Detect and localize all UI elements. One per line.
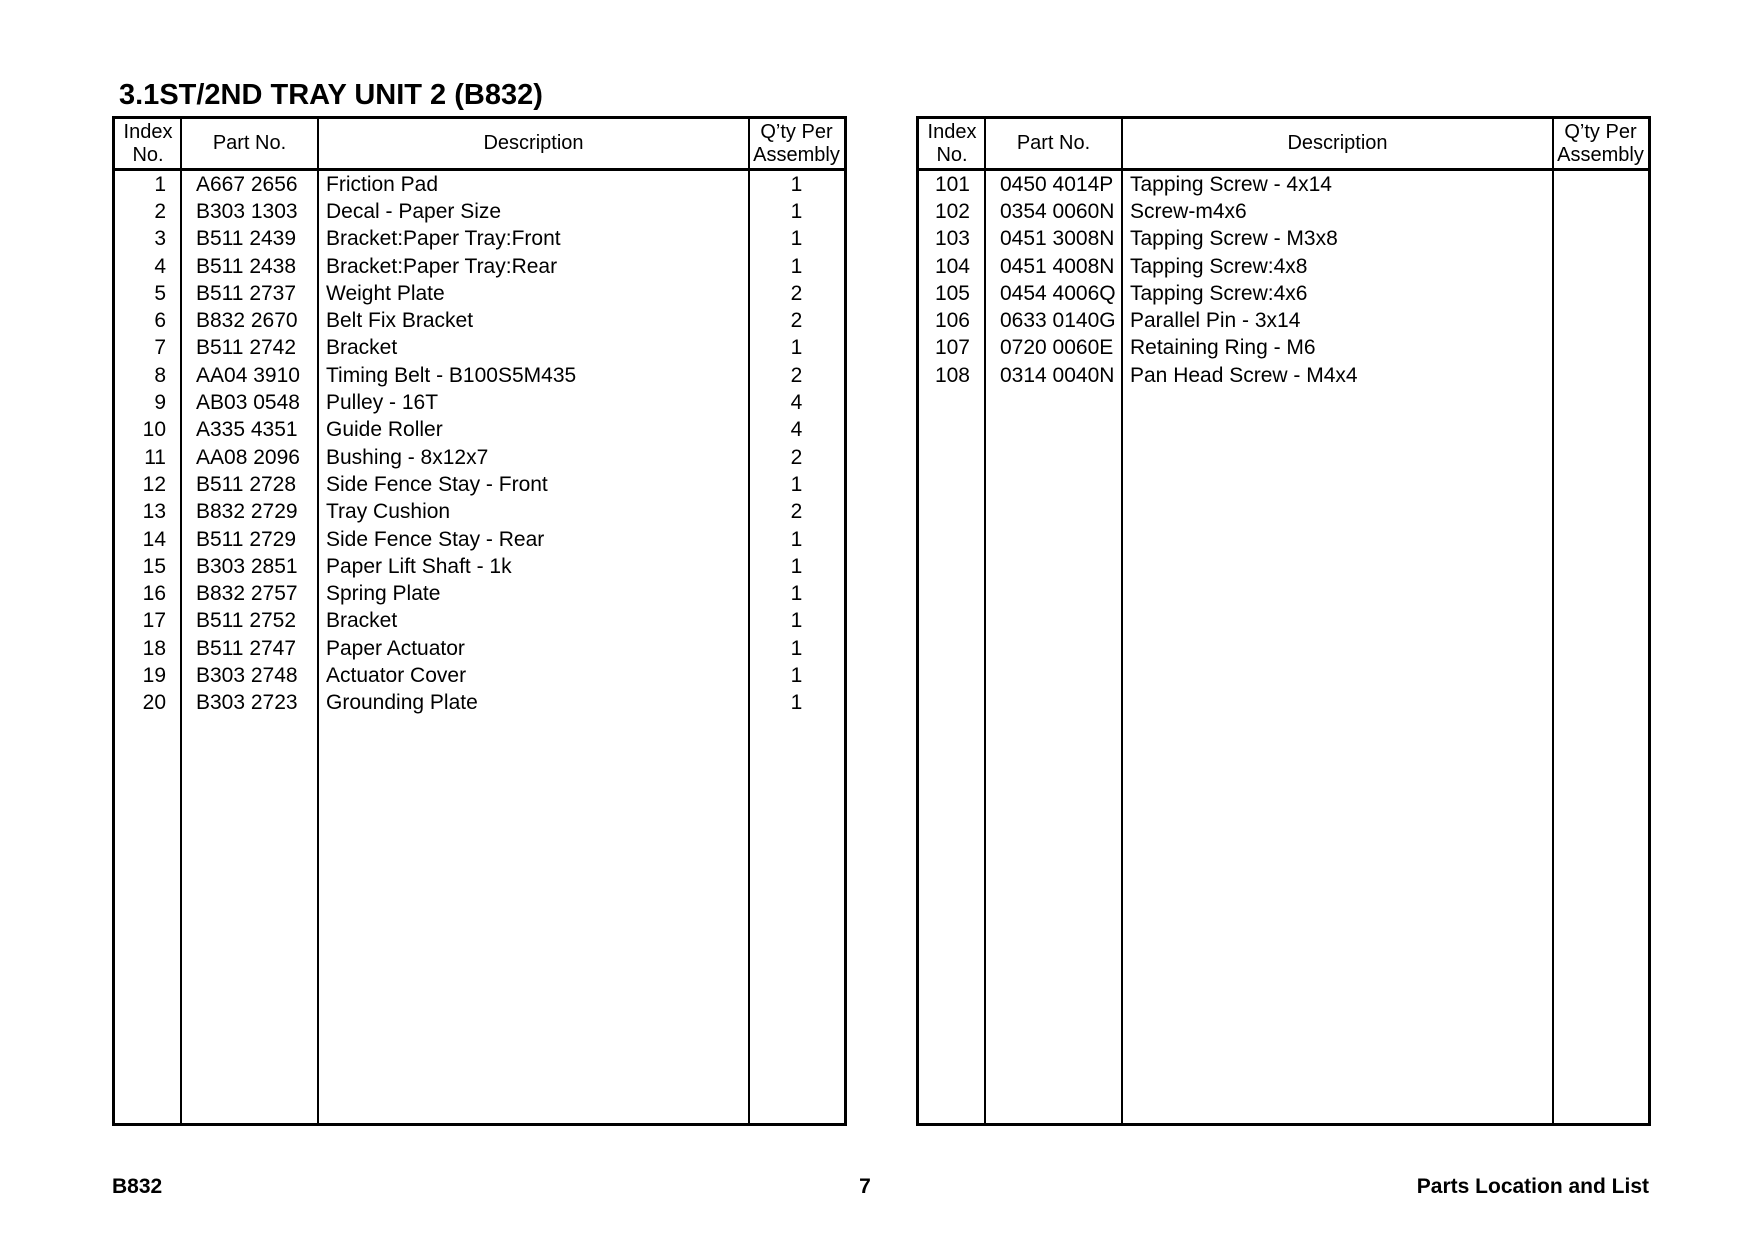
description-cell: Guide Roller	[326, 418, 443, 442]
description-cell: Belt Fix Bracket	[326, 309, 474, 333]
index-cell: 16	[142, 582, 166, 606]
table-row	[919, 362, 1648, 389]
part-number-cell: A335 4351	[196, 418, 298, 442]
index-cell: 106	[934, 309, 970, 333]
description-cell: Screw-m4x6	[1130, 199, 1247, 223]
index-cell: 5	[154, 281, 166, 305]
part-number-cell: B303 1303	[196, 199, 298, 223]
table-row	[115, 171, 844, 198]
index-cell: 9	[154, 391, 166, 415]
description-cell: Decal - Paper Size	[326, 199, 502, 223]
quantity-cell: 1	[790, 527, 803, 551]
table-row	[115, 690, 844, 717]
table-row	[919, 308, 1648, 335]
index-cell: 11	[144, 445, 166, 469]
part-number-cell: 0451 3008N	[1000, 227, 1115, 251]
part-number-cell: 0450 4014P	[1000, 172, 1114, 196]
index-cell: 12	[142, 472, 166, 496]
header-qty	[749, 119, 844, 168]
table-row	[919, 171, 1648, 198]
header-qty	[1553, 119, 1648, 168]
quantity-cell: 1	[790, 691, 803, 715]
header-part-no-label: Part No.	[212, 132, 287, 154]
quantity-cell: 1	[790, 227, 803, 251]
index-cell: 14	[142, 527, 166, 551]
page-title: 3.1ST/2ND TRAY UNIT 2 (B832)	[119, 79, 543, 111]
index-cell: 105	[934, 281, 970, 305]
index-cell: 20	[142, 691, 166, 715]
quantity-cell: 1	[790, 172, 803, 196]
description-cell: Grounding Plate	[326, 691, 478, 715]
index-cell: 7	[154, 336, 166, 360]
quantity-cell: 1	[790, 199, 803, 223]
part-number-cell: B303 2748	[196, 664, 298, 688]
header-index-line-2: No.	[936, 143, 968, 166]
description-cell: Paper Lift Shaft - 1k	[326, 554, 512, 578]
header-index	[919, 119, 985, 168]
description-cell: Tapping Screw - 4x14	[1130, 172, 1332, 196]
part-number-cell: B832 2729	[196, 500, 298, 524]
parts-table-left	[112, 116, 847, 1126]
part-number-cell: B511 2728	[196, 472, 297, 496]
header-index-line-1: Index	[927, 120, 977, 143]
description-cell: Bushing - 8x12x7	[326, 445, 489, 469]
table-row	[115, 581, 844, 608]
part-number-cell: 0354 0060N	[1000, 199, 1115, 223]
part-number-cell: B832 2670	[196, 309, 298, 333]
description-cell: Paper Actuator	[326, 636, 465, 660]
part-number-cell: B511 2729	[196, 527, 297, 551]
index-cell: 6	[154, 309, 166, 333]
header-description-label: Description	[483, 132, 584, 154]
header-qty-line-1: Q’ty Per	[1564, 120, 1637, 143]
description-cell: Timing Belt - B100S5M435	[326, 363, 577, 387]
part-number-cell: 0314 0040N	[1000, 363, 1115, 387]
table-header	[115, 119, 844, 168]
description-cell: Spring Plate	[326, 582, 441, 606]
index-cell: 15	[142, 554, 166, 578]
table-row	[919, 335, 1648, 362]
table-row	[115, 471, 844, 498]
quantity-cell: 1	[790, 582, 803, 606]
header-qty-line-2: Assembly	[1557, 143, 1644, 166]
table-row	[115, 526, 844, 553]
index-cell: 10	[142, 418, 166, 442]
index-cell: 4	[154, 254, 166, 278]
header-index	[115, 119, 181, 168]
index-cell: 8	[154, 363, 166, 387]
table-row	[115, 362, 844, 389]
quantity-cell: 2	[790, 445, 803, 469]
table-body	[115, 171, 844, 1123]
description-cell: Bracket:Paper Tray:Rear	[326, 254, 558, 278]
index-cell: 103	[934, 227, 970, 251]
table-row	[115, 280, 844, 307]
table-row	[115, 553, 844, 580]
description-cell: Side Fence Stay - Rear	[326, 527, 545, 551]
description-cell: Pulley - 16T	[326, 391, 439, 415]
description-cell: Tapping Screw:4x8	[1130, 254, 1308, 278]
header-index-line-2: No.	[132, 143, 164, 166]
header-description-label: Description	[1287, 132, 1388, 154]
description-cell: Bracket	[326, 336, 398, 360]
index-cell: 107	[934, 336, 970, 360]
index-cell: 101	[934, 172, 970, 196]
quantity-cell: 1	[790, 336, 803, 360]
table-row	[115, 389, 844, 416]
table-row	[115, 198, 844, 225]
index-cell: 108	[934, 363, 970, 387]
quantity-cell: 1	[790, 609, 803, 633]
quantity-cell: 1	[790, 472, 803, 496]
index-cell: 104	[934, 254, 970, 278]
table-row	[115, 253, 844, 280]
table-row	[115, 662, 844, 689]
part-number-cell: AA08 2096	[196, 445, 300, 469]
part-number-cell: B511 2737	[196, 281, 297, 305]
table-row	[919, 198, 1648, 225]
table-row	[115, 308, 844, 335]
quantity-cell: 1	[790, 636, 803, 660]
description-cell: Bracket:Paper Tray:Front	[326, 227, 561, 251]
part-number-cell: AA04 3910	[196, 363, 300, 387]
part-number-cell: AB03 0548	[196, 391, 300, 415]
part-number-cell: B303 2851	[196, 554, 298, 578]
quantity-cell: 4	[790, 418, 803, 442]
table-row	[115, 226, 844, 253]
table-row	[115, 444, 844, 471]
index-cell: 13	[142, 500, 166, 524]
description-cell: Tray Cushion	[326, 500, 451, 524]
table-row	[115, 335, 844, 362]
header-description	[1122, 119, 1553, 168]
index-cell: 17	[142, 609, 166, 633]
table-row	[115, 499, 844, 526]
table-row	[115, 635, 844, 662]
description-cell: Parallel Pin - 3x14	[1130, 309, 1301, 333]
part-number-cell: B511 2439	[196, 227, 297, 251]
quantity-cell: 4	[790, 391, 803, 415]
description-cell: Pan Head Screw - M4x4	[1130, 363, 1358, 387]
table-row	[115, 608, 844, 635]
description-cell: Tapping Screw:4x6	[1130, 281, 1308, 305]
description-cell: Bracket	[326, 609, 398, 633]
description-cell: Actuator Cover	[326, 664, 467, 688]
quantity-cell: 1	[790, 554, 803, 578]
header-index-line-1: Index	[123, 120, 173, 143]
part-number-cell: 0454 4006Q	[1000, 281, 1116, 305]
part-number-cell: 0633 0140G	[1000, 309, 1116, 333]
part-number-cell: 0720 0060E	[1000, 336, 1114, 360]
table-header	[919, 119, 1648, 168]
footer-page-number: 7	[859, 1175, 871, 1198]
header-qty-line-2: Assembly	[753, 143, 840, 166]
quantity-cell: 1	[790, 254, 803, 278]
table-row	[919, 226, 1648, 253]
part-number-cell: B303 2723	[196, 691, 298, 715]
part-number-cell: B511 2438	[196, 254, 297, 278]
table-row	[919, 280, 1648, 307]
parts-table-right	[916, 116, 1651, 1126]
part-number-cell: B511 2742	[196, 336, 297, 360]
description-cell: Retaining Ring - M6	[1130, 336, 1316, 360]
description-cell: Tapping Screw - M3x8	[1130, 227, 1338, 251]
header-part-no-label: Part No.	[1016, 132, 1091, 154]
table-row	[919, 253, 1648, 280]
part-number-cell: A667 2656	[196, 172, 298, 196]
description-cell: Weight Plate	[326, 281, 445, 305]
part-number-cell: B832 2757	[196, 582, 298, 606]
part-number-cell: 0451 4008N	[1000, 254, 1115, 278]
description-cell: Side Fence Stay - Front	[326, 472, 548, 496]
header-description	[318, 119, 749, 168]
index-cell: 2	[154, 199, 166, 223]
footer-model: B832	[112, 1175, 163, 1198]
part-number-cell: B511 2752	[196, 609, 297, 633]
quantity-cell: 1	[790, 664, 803, 688]
index-cell: 19	[142, 664, 166, 688]
index-cell: 102	[934, 199, 970, 223]
footer-section-title: Parts Location and List	[1416, 1175, 1649, 1198]
index-cell: 18	[142, 636, 166, 660]
quantity-cell: 2	[790, 281, 803, 305]
quantity-cell: 2	[790, 500, 803, 524]
header-qty-line-1: Q’ty Per	[760, 120, 833, 143]
index-cell: 1	[154, 172, 166, 196]
quantity-cell: 2	[790, 363, 803, 387]
part-number-cell: B511 2747	[196, 636, 297, 660]
header-part-no	[985, 119, 1122, 168]
description-cell: Friction Pad	[326, 172, 439, 196]
table-row	[115, 417, 844, 444]
quantity-cell: 2	[790, 309, 803, 333]
header-part-no	[181, 119, 318, 168]
index-cell: 3	[154, 227, 166, 251]
table-body	[919, 171, 1648, 1123]
